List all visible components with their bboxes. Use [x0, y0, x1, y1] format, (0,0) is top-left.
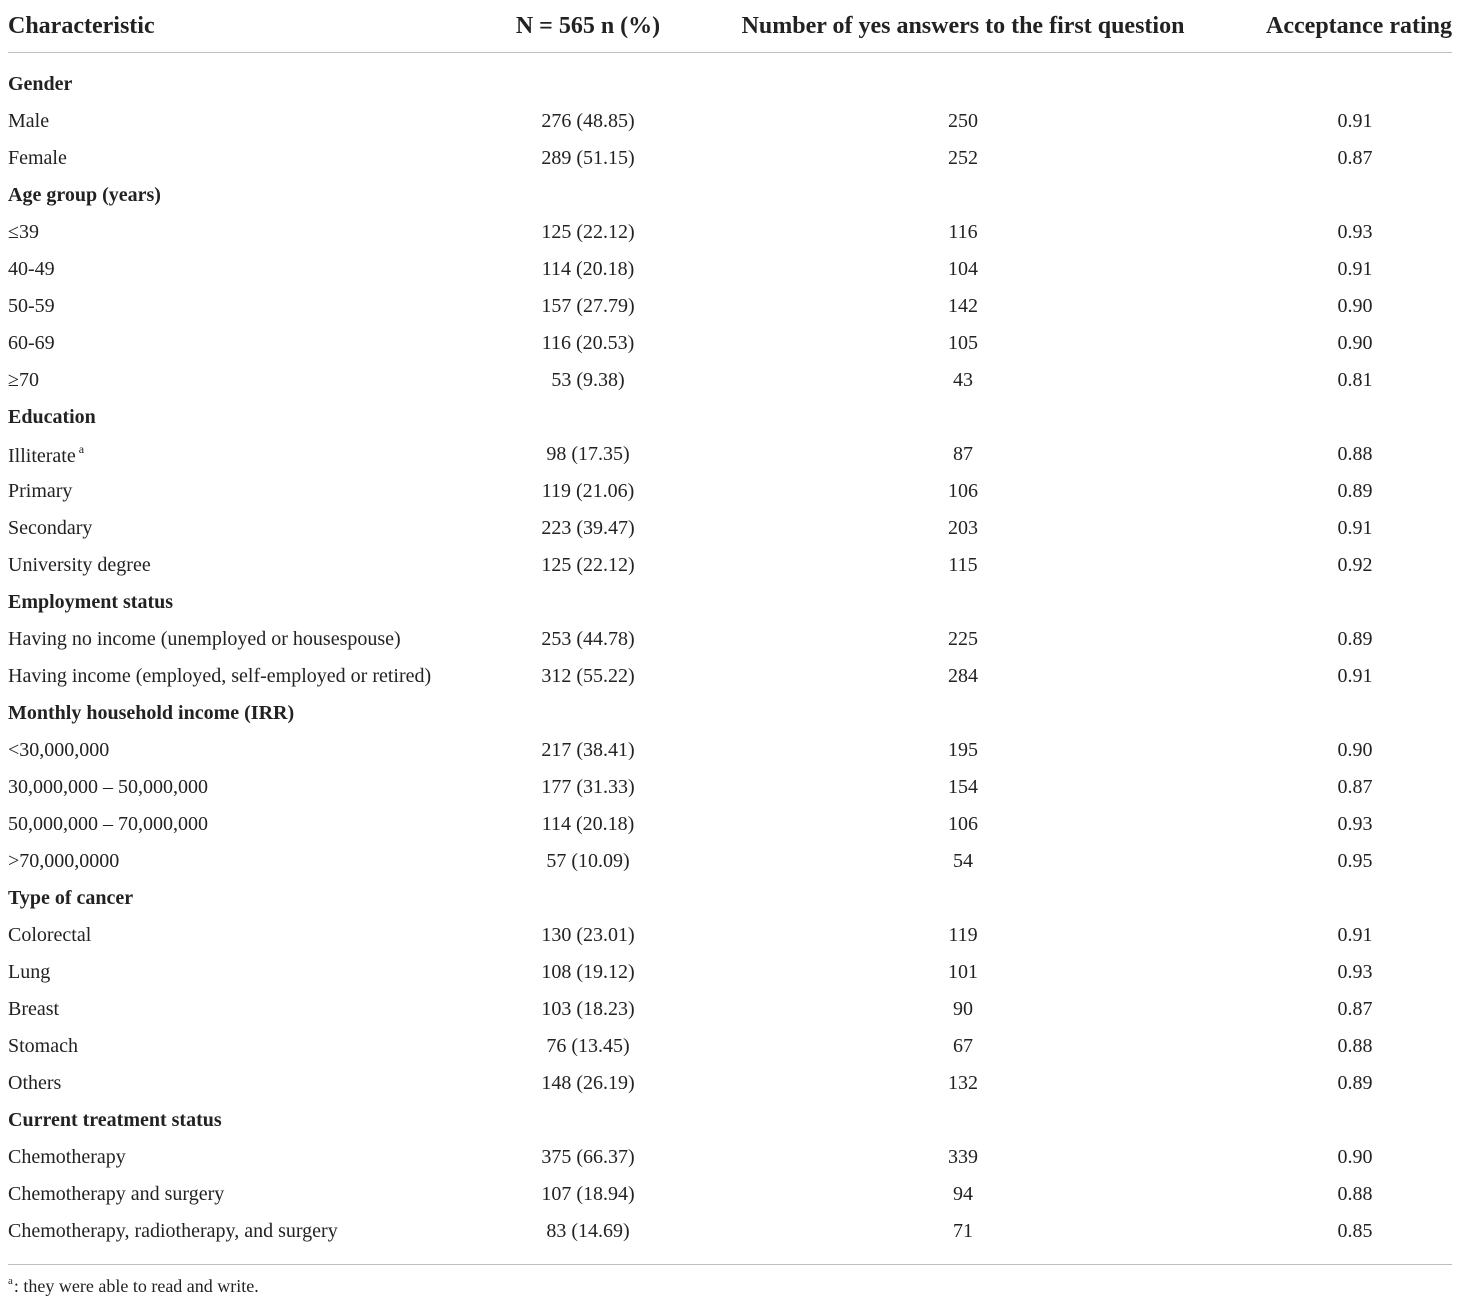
cell-acceptance-rating: 0.85 — [1337, 1220, 1373, 1242]
row-label-cell — [8, 658, 478, 695]
row-label: Stomach — [8, 1035, 78, 1057]
cell-yes-answers: 115 — [948, 554, 978, 576]
cell-yes-answers: 132 — [948, 1072, 978, 1094]
row-label-cell — [8, 917, 478, 954]
group-header-row — [8, 177, 1452, 214]
cell-yes-answers: 54 — [953, 850, 973, 872]
table-row — [8, 1065, 1452, 1102]
table-row — [8, 991, 1452, 1028]
row-label-cell — [8, 103, 478, 140]
cell-n-percent: 125 (22.12) — [541, 221, 635, 243]
cell-acceptance-rating: 0.93 — [1337, 813, 1373, 835]
cell-acceptance-rating: 0.88 — [1337, 1183, 1373, 1205]
table-row — [8, 140, 1452, 177]
cell-n-percent: 76 (13.45) — [546, 1035, 630, 1057]
table-row — [8, 1139, 1452, 1176]
table-row — [8, 843, 1452, 880]
row-label-cell — [8, 806, 478, 843]
table-row — [8, 658, 1452, 695]
cell-acceptance-rating: 0.87 — [1337, 147, 1373, 169]
header-yes-answers: Number of yes answers to the first question — [698, 0, 1228, 53]
characteristics-table-container — [8, 0, 1452, 1250]
group-header-row — [8, 880, 1452, 917]
cell-acceptance-rating: 0.91 — [1337, 110, 1373, 132]
row-label-cell — [8, 362, 478, 399]
table-row — [8, 325, 1452, 362]
cell-yes-answers: 67 — [953, 1035, 973, 1057]
table-row — [8, 806, 1452, 843]
row-label-cell — [8, 954, 478, 991]
cell-yes-answers: 339 — [948, 1146, 978, 1168]
row-label: 60-69 — [8, 332, 55, 354]
row-label: Male — [8, 110, 50, 132]
cell-acceptance-rating: 0.89 — [1337, 1072, 1373, 1094]
cell-yes-answers: 106 — [948, 813, 978, 835]
cell-acceptance-rating: 0.90 — [1337, 295, 1373, 317]
cell-n-percent: 125 (22.12) — [541, 554, 635, 576]
row-label: 30,000,000 – 50,000,000 — [8, 776, 208, 798]
cell-n-percent: 107 (18.94) — [541, 1183, 635, 1205]
cell-acceptance-rating: 0.91 — [1337, 665, 1373, 687]
cell-n-percent: 53 (9.38) — [551, 369, 625, 391]
cell-n-percent: 253 (44.78) — [541, 628, 635, 650]
row-label-cell — [8, 288, 478, 325]
row-label-cell — [8, 510, 478, 547]
cell-yes-answers: 250 — [948, 110, 978, 132]
header-row — [8, 0, 1452, 53]
table-row — [8, 103, 1452, 140]
table-row — [8, 436, 1452, 473]
group-header-row — [8, 695, 1452, 732]
cell-yes-answers: 87 — [953, 443, 973, 465]
header-acceptance-rating: Acceptance rating — [1228, 0, 1452, 53]
table-body — [8, 53, 1452, 1251]
cell-n-percent: 276 (48.85) — [541, 110, 635, 132]
cell-n-percent: 157 (27.79) — [541, 295, 635, 317]
cell-yes-answers: 116 — [948, 221, 978, 243]
cell-acceptance-rating: 0.91 — [1337, 924, 1373, 946]
cell-n-percent: 148 (26.19) — [541, 1072, 635, 1094]
cell-acceptance-rating: 0.89 — [1337, 628, 1373, 650]
row-label: Secondary — [8, 517, 93, 539]
cell-n-percent: 217 (38.41) — [541, 739, 635, 761]
table-row — [8, 1213, 1452, 1250]
row-label-cell — [8, 621, 478, 658]
table-row — [8, 1176, 1452, 1213]
cell-yes-answers: 284 — [948, 665, 978, 687]
row-label: Having no income (unemployed or housespouse) — [8, 628, 401, 650]
row-label-cell — [8, 1176, 478, 1213]
cell-acceptance-rating: 0.93 — [1337, 961, 1373, 983]
cell-n-percent: 108 (19.12) — [541, 961, 635, 983]
row-label-cell — [8, 1028, 478, 1065]
row-label: Others — [8, 1072, 62, 1094]
row-label: <30,000,000 — [8, 739, 110, 761]
row-label-cell — [8, 140, 478, 177]
row-label: Chemotherapy — [8, 1146, 126, 1168]
header-spacer — [8, 53, 1452, 67]
group-label: Gender — [8, 73, 73, 95]
cell-yes-answers: 119 — [948, 924, 978, 946]
cell-n-percent: 98 (17.35) — [546, 443, 630, 465]
cell-acceptance-rating: 0.81 — [1337, 369, 1373, 391]
row-label-cell — [8, 436, 478, 473]
table-row — [8, 954, 1452, 991]
row-label-cell — [8, 1139, 478, 1176]
table-row — [8, 732, 1452, 769]
cell-acceptance-rating: 0.88 — [1337, 443, 1373, 465]
cell-n-percent: 223 (39.47) — [541, 517, 635, 539]
table-row — [8, 288, 1452, 325]
row-label: Breast — [8, 998, 60, 1020]
cell-acceptance-rating: 0.92 — [1337, 554, 1373, 576]
group-label: Age group (years) — [8, 184, 161, 206]
cell-n-percent: 114 (20.18) — [541, 813, 635, 835]
cell-yes-answers: 104 — [948, 258, 978, 280]
group-label: Type of cancer — [8, 887, 134, 909]
row-label: >70,000,0000 — [8, 850, 120, 872]
characteristics-table — [8, 0, 1452, 1250]
group-header-row — [8, 584, 1452, 621]
row-label-cell — [8, 547, 478, 584]
row-label-footnote-marker: a — [78, 441, 85, 456]
cell-yes-answers: 90 — [953, 998, 973, 1020]
row-label: Chemotherapy and surgery — [8, 1183, 225, 1205]
row-label: Primary — [8, 480, 73, 502]
row-label-cell — [8, 769, 478, 806]
row-label: Colorectal — [8, 924, 92, 946]
cell-n-percent: 177 (31.33) — [541, 776, 635, 798]
table-row — [8, 362, 1452, 399]
cell-yes-answers: 106 — [948, 480, 978, 502]
cell-yes-answers: 43 — [953, 369, 973, 391]
cell-acceptance-rating: 0.91 — [1337, 517, 1373, 539]
table-row — [8, 621, 1452, 658]
row-label-cell — [8, 214, 478, 251]
cell-acceptance-rating: 0.95 — [1337, 850, 1373, 872]
table-row — [8, 769, 1452, 806]
cell-n-percent: 130 (23.01) — [541, 924, 635, 946]
row-label: 50,000,000 – 70,000,000 — [8, 813, 208, 835]
footnote-divider — [8, 1264, 1452, 1265]
cell-acceptance-rating: 0.90 — [1337, 332, 1373, 354]
cell-acceptance-rating: 0.91 — [1337, 258, 1373, 280]
row-label: University degree — [8, 554, 151, 576]
cell-yes-answers: 142 — [948, 295, 978, 317]
table-footnote — [8, 1275, 259, 1297]
cell-yes-answers: 71 — [953, 1220, 973, 1242]
cell-n-percent: 375 (66.37) — [541, 1146, 635, 1168]
cell-acceptance-rating: 0.93 — [1337, 221, 1373, 243]
cell-acceptance-rating: 0.88 — [1337, 1035, 1373, 1057]
cell-n-percent: 114 (20.18) — [541, 258, 635, 280]
row-label: 40-49 — [8, 258, 55, 280]
cell-yes-answers: 203 — [948, 517, 978, 539]
table-row — [8, 214, 1452, 251]
table-row — [8, 547, 1452, 584]
group-label: Employment status — [8, 591, 174, 613]
footnote-marker: a — [8, 1275, 13, 1287]
row-label-cell — [8, 325, 478, 362]
cell-yes-answers: 101 — [948, 961, 978, 983]
cell-yes-answers: 105 — [948, 332, 978, 354]
group-label: Monthly household income (IRR) — [8, 702, 295, 724]
table-row — [8, 251, 1452, 288]
row-label: Chemotherapy, radiotherapy, and surgery — [8, 1220, 338, 1242]
group-header-row — [8, 1102, 1452, 1139]
group-header-row — [8, 399, 1452, 436]
row-label: ≤39 — [8, 221, 39, 243]
row-label-cell — [8, 843, 478, 880]
cell-acceptance-rating: 0.87 — [1337, 776, 1373, 798]
row-label: ≥70 — [8, 369, 39, 391]
cell-n-percent: 83 (14.69) — [546, 1220, 630, 1242]
row-label: Female — [8, 147, 67, 169]
cell-acceptance-rating: 0.89 — [1337, 480, 1373, 502]
row-label-cell — [8, 732, 478, 769]
row-label: Lung — [8, 961, 51, 983]
cell-yes-answers: 252 — [948, 147, 978, 169]
cell-n-percent: 119 (21.06) — [541, 480, 635, 502]
row-label: 50-59 — [8, 295, 55, 317]
cell-yes-answers: 94 — [953, 1183, 973, 1205]
cell-yes-answers: 225 — [948, 628, 978, 650]
table-row — [8, 1028, 1452, 1065]
row-label: Having income (employed, self-employed or retired) — [8, 665, 432, 687]
table-row — [8, 510, 1452, 547]
row-label-cell — [8, 251, 478, 288]
group-label: Education — [8, 406, 96, 428]
cell-n-percent: 116 (20.53) — [541, 332, 635, 354]
footnote-text: : they were able to read and write. — [13, 1276, 259, 1296]
row-label-cell — [8, 1065, 478, 1102]
group-label: Current treatment status — [8, 1109, 222, 1131]
cell-n-percent: 103 (18.23) — [541, 998, 635, 1020]
cell-n-percent: 289 (51.15) — [541, 147, 635, 169]
header-characteristic: Characteristic — [8, 0, 478, 53]
table-row — [8, 917, 1452, 954]
cell-n-percent: 312 (55.22) — [541, 665, 635, 687]
row-label-cell — [8, 473, 478, 510]
row-label: Illiterate — [8, 444, 76, 467]
group-header-row — [8, 66, 1452, 103]
cell-acceptance-rating: 0.90 — [1337, 1146, 1373, 1168]
table-row — [8, 473, 1452, 510]
cell-acceptance-rating: 0.87 — [1337, 998, 1373, 1020]
cell-yes-answers: 154 — [948, 776, 978, 798]
cell-yes-answers: 195 — [948, 739, 978, 761]
cell-n-percent: 57 (10.09) — [546, 850, 630, 872]
row-label-cell — [8, 1213, 478, 1250]
table-header — [8, 0, 1452, 53]
row-label-cell — [8, 991, 478, 1028]
header-n-percent: N = 565 n (%) — [478, 0, 698, 53]
cell-acceptance-rating: 0.90 — [1337, 739, 1373, 761]
